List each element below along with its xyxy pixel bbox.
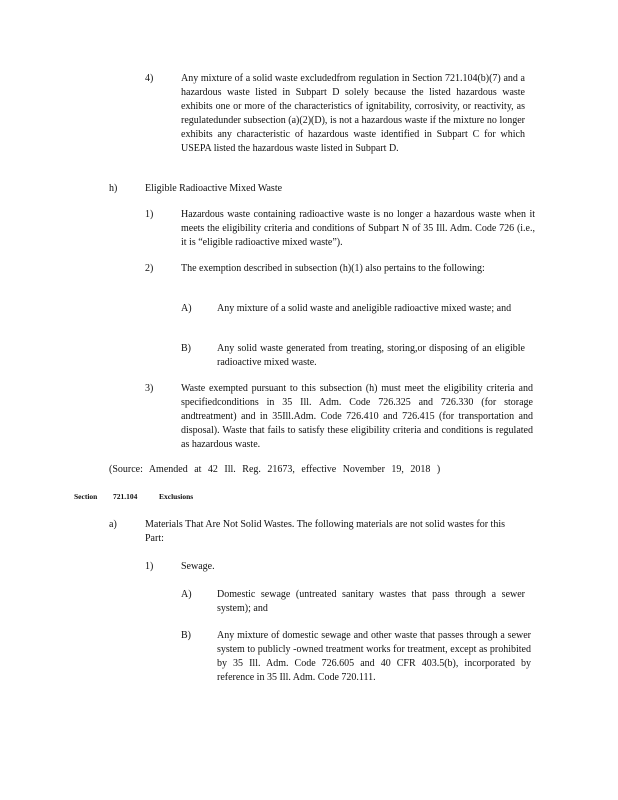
h-item-2B-text: Any solid waste generated from treating, storing,or disposing of an eligible radioactive mixed waste. bbox=[217, 343, 525, 368]
a-item-1B-label: B) bbox=[181, 630, 191, 641]
h-item-2-text: The exemption described in subsection (h)(1) also pertains to the following: bbox=[181, 263, 485, 274]
h-item-2-label: 2) bbox=[145, 263, 154, 274]
source-note: (Source: Amended at 42 Ill. Reg. 21673, effective November 19, 2018 ) bbox=[109, 464, 441, 475]
section-title: Exclusions bbox=[159, 492, 194, 501]
a-item-1-text: Sewage. bbox=[181, 561, 215, 572]
h-item-2A-label: A) bbox=[181, 303, 192, 314]
section-word: Section bbox=[74, 492, 98, 501]
h-item-3-text: Waste exempted pursuant to this subsection (h) must meet the eligibility criteria and specifiedconditions in 35 Ill. Adm. Code 726.325 and 726.330 (for storage andtreatment) and in 35Ill.Adm. Code 726.410 and 726.415 (for transportation and disposal). Waste that fails to satisfy these eligibility criteria and conditions is regulated as hazardous waste. bbox=[181, 383, 533, 450]
a-item-1A-text: Domestic sewage (untreated sanitary wastes that pass through a sewer system); and bbox=[217, 589, 525, 614]
h-item-1-label: 1) bbox=[145, 209, 154, 220]
a-item-1A-label: A) bbox=[181, 589, 192, 600]
item-4-text: Any mixture of a solid waste excludedfrom regulation in Section 721.104(b)(7) and a hazardous waste listed in Subpart D solely because the listed hazardous waste exhibits one or more of the characteristics of ignitability, corrosivity, or reactivity, as regulatedunder subsection (a)(2)(D), is not a hazardous waste if the mixture no longer exhibits any characteristic of hazardous waste identified in Subpart C for which USEPA listed the hazardous waste listed in Subpart D. bbox=[181, 73, 525, 154]
section-number: 721.104 bbox=[113, 492, 138, 501]
subsection-h-label: h) bbox=[109, 183, 118, 194]
h-item-2A-text: Any mixture of a solid waste and aneligible radioactive mixed waste; and bbox=[217, 303, 512, 314]
h-item-2B-label: B) bbox=[181, 343, 191, 354]
a-item-1-label: 1) bbox=[145, 561, 154, 572]
subsection-h-title: Eligible Radioactive Mixed Waste bbox=[145, 183, 283, 194]
a-item-1B-text: Any mixture of domestic sewage and other waste that passes through a sewer system to publicly -owned treatment works for treatment, except as prohibited by 35 Ill. Adm. Code 726.605 and 40 CFR 403.5(b), incorporated by reference in 35 Ill. Adm. Code 720.111. bbox=[217, 630, 531, 683]
h-item-3-label: 3) bbox=[145, 383, 154, 394]
h-item-1-text: Hazardous waste containing radioactive waste is no longer a hazardous waste when it meets the eligibility criteria and conditions of Subpart N of 35 Ill. Adm. Code 726 (i.e., it is “eligible radioactive mixed waste”). bbox=[181, 209, 535, 248]
item-4-label: 4) bbox=[145, 73, 154, 84]
subsection-a-label: a) bbox=[109, 519, 117, 530]
subsection-a-text: Materials That Are Not Solid Wastes. The following materials are not solid wastes for this Part: bbox=[145, 519, 505, 544]
